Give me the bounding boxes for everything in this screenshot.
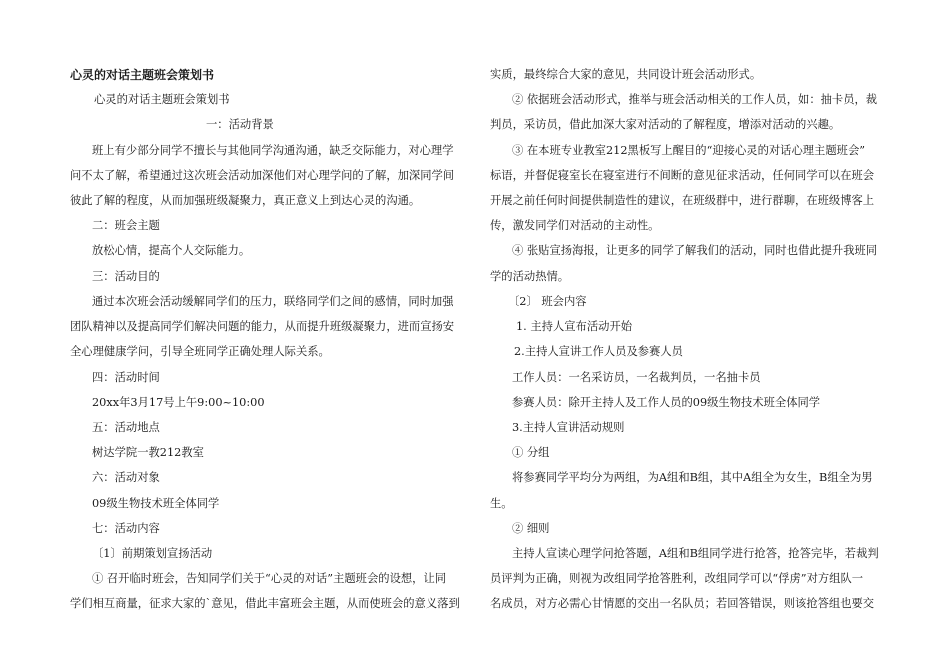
right-line-21: 名成员，对方必需心甘情愿的交出一名队员；若回答错误，则该抢答组也要交 [490,597,875,610]
right-line-5: 开展之前任何时间提供制造性的建议，在班级群中，进行群聊，在班级博客上 [490,194,875,207]
right-line-1: ② 依据班会活动形式，推举与班会活动相关的工作人员，如：抽卡员，裁 [512,93,878,106]
left-line-5: 二：班会主题 [92,219,160,232]
right-line-2: 判员，采访员，借此加深大家对活动的了解程度，增添对活动的兴趣。 [490,118,841,131]
right-line-10: 1. 主持人宣布活动开始 [516,320,633,333]
right-line-13: 参赛人员：除开主持人及工作人员的09级生物技术班全体同学 [512,396,821,409]
right-line-4: 标语，并督促寝室长在寝室进行不间断的意见征求活动，任何同学可以在班会 [490,169,875,182]
right-line-11: 2.主持人宣讲工作人员及参赛人员 [514,345,683,358]
right-line-9: 〔2〕 班会内容 [508,295,587,308]
left-line-6: 放松心情，提高个人交际能力。 [92,244,251,257]
right-line-0: 实质，最终综合大家的意见，共同设计班会活动形式。 [490,68,762,81]
left-line-19: ① 召开临时班会，告知同学们关于“心灵的对话”主题班会的设想，让同 [92,572,447,585]
right-line-3: ③ 在本班专业教室212黑板写上醒目的“迎接心灵的对话心理主题班会” [512,144,866,157]
right-line-12: 工作人员：一名采访员，一名裁判员，一名抽卡员 [512,371,761,384]
left-line-12: 20xx年3月17号上午9:00~10:00 [92,396,265,409]
left-line-14: 树达学院一教212教室 [92,446,204,459]
left-line-9: 团队精神以及提高同学们解决问题的能力，从而提升班级凝聚力，进而宣扬安 [70,320,455,333]
left-line-17: 七：活动内容 [92,522,160,535]
right-line-14: 3.主持人宣讲活动规则 [512,421,625,434]
right-line-20: 员评判为正确，则视为改组同学抢答胜利，改组同学可以“俘虏”对方组队一 [490,572,864,585]
left-line-7: 三：活动目的 [92,270,160,283]
left-line-15: 六：活动对象 [92,471,160,484]
left-line-11: 四：活动时间 [92,371,160,384]
right-line-18: ② 细则 [512,522,550,535]
left-line-18: 〔1〕前期策划宣扬活动 [92,547,213,560]
right-line-17: 生。 [490,497,513,510]
left-line-0: 心灵的对话主题班会策划书 [94,93,230,106]
left-line-8: 通过本次班会活动缓解同学们的压力，联络同学们之间的感情，同时加强 [92,295,454,308]
left-line-20: 学们相互商量，征求大家的`意见，借此丰富班会主题，从而使班会的意义落到 [70,597,460,610]
right-line-16: 将参赛同学平均分为两组，为A组和B组，其中A组全为女生，B组全为男 [512,471,873,484]
right-line-6: 传，激发同学们对活动的主动性。 [490,219,660,232]
document-title: 心灵的对话主题班会策划书 [70,68,215,82]
left-line-1: 一：活动背景 [206,118,274,131]
left-line-16: 09级生物技术班全体同学 [92,497,220,510]
right-line-7: ④ 张贴宣扬海报，让更多的同学了解我们的活动，同时也借此提升我班同 [512,244,878,257]
left-line-10: 全心理健康学问，引导全班同学正确处理人际关系。 [70,345,330,358]
right-line-15: ① 分组 [512,446,550,459]
left-line-3: 问不太了解，希望通过这次班会活动加深他们对心理学问的了解，加深同学间 [70,169,455,182]
right-line-19: 主持人宣读心理学问抢答题，A组和B组同学进行抢答，抢答完毕，若裁判 [512,547,879,560]
left-line-13: 五：活动地点 [92,421,160,434]
left-line-4: 彼此了解的程度，从而加强班级凝聚力，真正意义上到达心灵的沟通。 [70,194,421,207]
left-line-2: 班上有少部分同学不擅长与其他同学沟通沟通，缺乏交际能力，对心理学 [92,144,454,157]
right-line-8: 学的活动热情。 [490,270,570,283]
